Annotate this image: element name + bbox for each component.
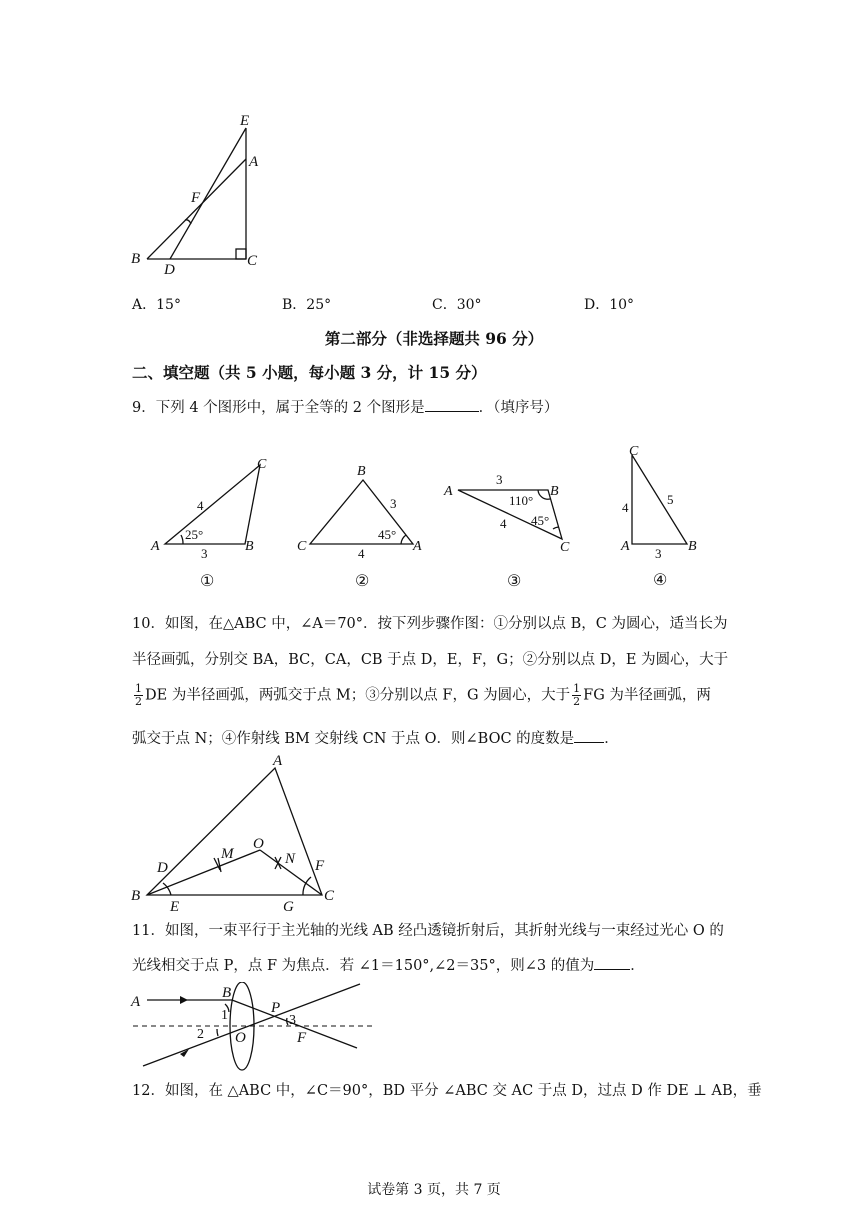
svg-text:A: A — [151, 539, 160, 554]
svg-text:5: 5 — [667, 492, 674, 507]
choice-d: D．10° — [584, 297, 635, 313]
svg-text:A: A — [444, 484, 453, 499]
svg-text:C: C — [629, 444, 639, 459]
svg-text:M: M — [221, 846, 234, 862]
caption-3: ③ — [507, 573, 522, 590]
q10-line2: 半径画弧，分别交 BA，BC，CA，CB 于点 D，E，F，G；②分别以点 D，E 为圆心，大于 — [132, 652, 729, 668]
label-C: C — [247, 253, 258, 269]
choice-b: B．25° — [282, 297, 332, 313]
part2-title: 第二部分（非选择题共 96 分） — [324, 329, 544, 348]
svg-text:3: 3 — [655, 546, 662, 561]
svg-text:E: E — [170, 899, 180, 915]
q9-fig4 — [615, 440, 715, 595]
label-D: D — [164, 262, 175, 278]
svg-text:3: 3 — [201, 546, 208, 561]
svg-text:A: A — [131, 994, 141, 1010]
svg-text:P: P — [271, 1000, 281, 1016]
svg-text:A: A — [273, 753, 283, 769]
svg-text:25°: 25° — [185, 527, 204, 542]
svg-text:B: B — [131, 888, 141, 904]
caption-4: ④ — [653, 572, 668, 589]
svg-text:4: 4 — [500, 516, 507, 531]
svg-text:O: O — [235, 1030, 246, 1046]
q10-line1: 10．如图，在△ABC 中，∠A＝70°．按下列步骤作图：①分别以点 B，C 为圆心，适当长为 — [132, 616, 728, 632]
section2-title: 二、填空题（共 5 小题，每小题 3 分，计 15 分） — [132, 363, 487, 382]
label-B: B — [131, 251, 141, 267]
q10-line4: 弧交于点 N；④作射线 BM 交射线 CN 于点 O．则∠BOC 的度数是 ． — [132, 728, 619, 749]
fraction-half: $\frac{1}{2}$ — [135, 682, 142, 708]
q9-fig3 — [440, 465, 580, 595]
label-F: F — [191, 190, 201, 206]
svg-text:A: A — [621, 539, 630, 554]
q9-answer-blank[interactable] — [425, 397, 479, 412]
q10-figure — [125, 750, 350, 915]
svg-text:4: 4 — [358, 546, 365, 561]
svg-text:B: B — [550, 484, 559, 499]
q10-answer-blank[interactable] — [574, 728, 604, 743]
caption-1: ① — [200, 573, 215, 590]
q11-line1: 11．如图，一束平行于主光轴的光线 AB 经凸透镜折射后，其折射光线与一束经过光心 O 的 — [132, 923, 724, 939]
svg-text:B: B — [222, 985, 232, 1001]
label-A: A — [249, 154, 259, 170]
fraction-half: $\frac{1}{2}$ — [573, 682, 581, 708]
svg-text:F: F — [297, 1030, 307, 1046]
q12-line1: 12．如图，在 △ABC 中，∠C＝90°，BD 平分 ∠ABC 交 AC 于点 D，过点 D 作 DE ⊥ AB，垂 — [132, 1083, 762, 1099]
svg-text:O: O — [253, 836, 264, 852]
svg-text:N: N — [285, 851, 296, 867]
q8-figure — [125, 110, 275, 280]
svg-text:1: 1 — [221, 1008, 228, 1023]
svg-text:C: C — [324, 888, 335, 904]
svg-text:G: G — [283, 899, 294, 915]
svg-text:B: B — [245, 539, 254, 554]
svg-text:110°: 110° — [509, 493, 534, 508]
q11-answer-blank[interactable] — [594, 955, 630, 970]
svg-text:B: B — [357, 464, 366, 479]
svg-text:3: 3 — [390, 496, 397, 511]
svg-text:C: C — [297, 539, 307, 554]
choice-a: A．15° — [132, 297, 181, 313]
svg-text:45°: 45° — [531, 513, 550, 528]
page-footer: 试卷第 3 页，共 7 页 — [367, 1182, 501, 1198]
svg-text:A: A — [413, 539, 422, 554]
label-E: E — [240, 113, 250, 129]
q9-fig2 — [295, 450, 435, 595]
svg-text:B: B — [688, 539, 697, 554]
svg-text:45°: 45° — [378, 527, 397, 542]
q9-fig1 — [145, 450, 275, 595]
svg-text:D: D — [157, 860, 168, 876]
svg-text:C: C — [560, 540, 570, 555]
svg-text:4: 4 — [197, 498, 204, 513]
svg-text:4: 4 — [622, 500, 629, 515]
q10-line3: $\frac{1}{2}$ DE 为半径画弧，两弧交于点 M；③分别以点 F，G 为圆心，大于 $\frac{1}{2}$ FG 为半径画弧，两 — [135, 682, 711, 708]
svg-text:C: C — [257, 457, 267, 472]
caption-2: ② — [355, 573, 370, 590]
q9-text: 9．下列 4 个图形中，属于全等的 2 个图形是 ．（填序号） — [132, 397, 558, 418]
q11-line2: 光线相交于点 P，点 F 为焦点．若 ∠1＝150°,∠2＝35°，则∠3 的值为 ． — [132, 955, 645, 976]
svg-text:3: 3 — [289, 1013, 296, 1028]
svg-text:F: F — [315, 858, 325, 874]
q11-figure — [125, 982, 380, 1077]
svg-text:3: 3 — [496, 472, 503, 487]
svg-text:2: 2 — [197, 1027, 204, 1042]
choice-c: C．30° — [432, 297, 482, 313]
